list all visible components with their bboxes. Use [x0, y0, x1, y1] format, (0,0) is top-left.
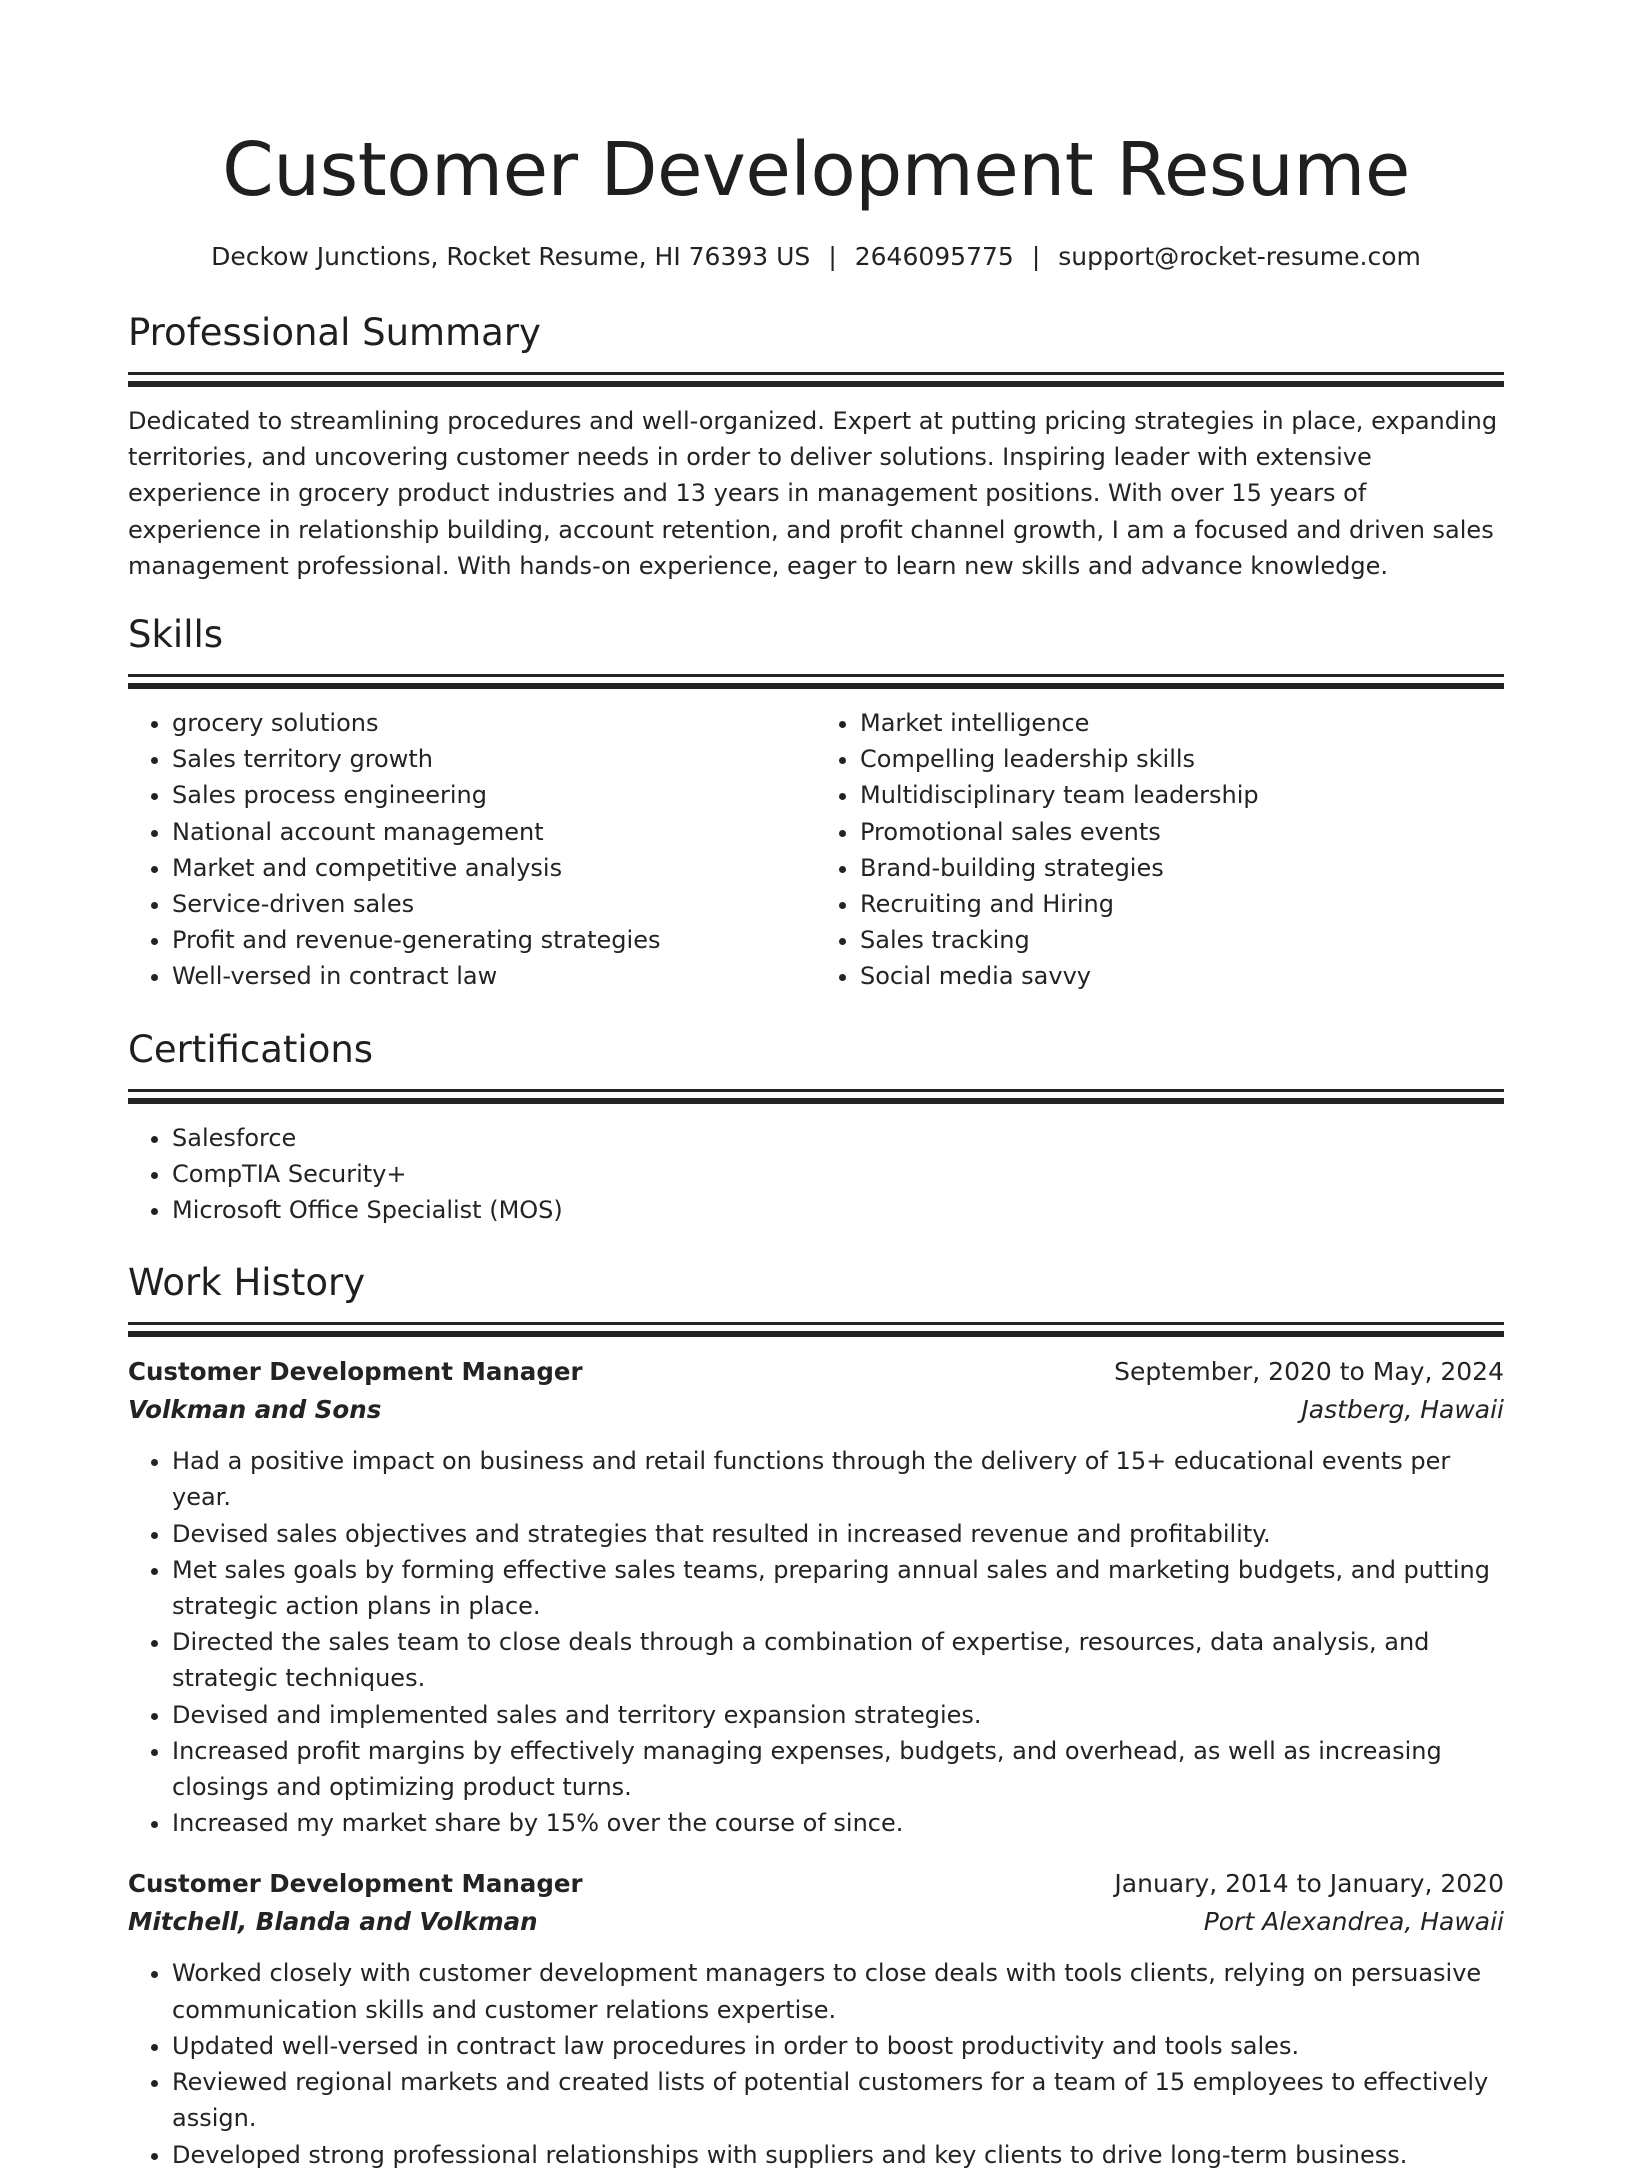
list-item: • Multidisciplinary team leadership	[860, 777, 1504, 813]
skills-column-right	[816, 705, 1504, 995]
skills-columns	[128, 705, 1504, 995]
list-item: • Market and competitive analysis	[172, 850, 816, 886]
list-item: • Worked closely with customer development managers to close deals with tools clients, relying on persuasive communication skills and customer relations expertise.	[172, 1955, 1504, 2027]
section-rule-thick	[128, 381, 1504, 387]
list-item: • Devised and implemented sales and territory expansion strategies.	[172, 1697, 1504, 1733]
job-title: Customer Development Manager	[128, 1869, 583, 1899]
job-subheader-row	[128, 1903, 1504, 1941]
contact-separator: |	[1031, 242, 1041, 271]
skills-column-left	[128, 705, 816, 995]
list-item: • Compelling leadership skills	[860, 741, 1504, 777]
list-item: • Increased profit margins by effectively managing expenses, budgets, and overhead, as well as increasing closings and optimizing product turns.	[172, 1733, 1504, 1805]
section-rule	[128, 372, 1504, 375]
job-bullet-list	[128, 1443, 1504, 1841]
certifications-list	[128, 1120, 1504, 1229]
job-location: Jastberg, Hawaii	[1301, 1395, 1504, 1425]
list-item: • Salesforce	[172, 1120, 1504, 1156]
list-item: • Sales territory growth	[172, 741, 816, 777]
list-item: • Developed strong professional relationships with suppliers and key clients to drive long-term business.	[172, 2137, 1504, 2173]
job-company: Mitchell, Blanda and Volkman	[128, 1907, 538, 1937]
list-item: • Social media savvy	[860, 958, 1504, 994]
job-dates: January, 2014 to January, 2020	[1114, 1869, 1504, 1899]
section-rule-thick	[128, 1098, 1504, 1104]
list-item: • Increased my market share by 15% over the course of since.	[172, 1805, 1504, 1841]
job-title: Customer Development Manager	[128, 1357, 583, 1387]
work-history-section	[128, 1258, 1504, 2172]
section-heading-summary: Professional Summary	[128, 311, 541, 354]
contact-separator: |	[828, 242, 837, 271]
list-item: • Market intelligence	[860, 705, 1504, 741]
job-company: Volkman and Sons	[128, 1395, 382, 1425]
section-heading-skills: Skills	[128, 613, 224, 657]
list-item: • Recruiting and Hiring	[860, 886, 1504, 922]
section-heading-certifications: Certifications	[128, 1027, 374, 1071]
section-rule	[128, 674, 1504, 677]
skills-list-right	[816, 705, 1504, 995]
list-item: • Directed the sales team to close deals through a combination of expertise, resources, data analysis, and strategic techniques.	[172, 1624, 1504, 1696]
certifications-section	[128, 1025, 1504, 1229]
contact-address: Deckow Junctions, Rocket Resume, HI 76393 US	[211, 242, 811, 271]
section-rule-thick	[128, 683, 1504, 689]
list-item: • Profit and revenue-generating strategies	[172, 922, 816, 958]
list-item: • Reviewed regional markets and created lists of potential customers for a team of 15 employees to effectively assign.	[172, 2064, 1504, 2136]
list-item: • Well-versed in contract law	[172, 958, 816, 994]
skills-section	[128, 610, 1504, 995]
section-heading-work-history: Work History	[128, 1261, 366, 1305]
contact-phone: 2646095775	[854, 242, 1014, 271]
section-rule-thick	[128, 1331, 1504, 1337]
list-item: • Service-driven sales	[172, 886, 816, 922]
list-item: • Brand-building strategies	[860, 850, 1504, 886]
job-dates: September, 2020 to May, 2024	[1114, 1357, 1504, 1387]
contact-email[interactable]: support@rocket-resume.com	[1058, 242, 1421, 271]
list-item: • National account management	[172, 814, 816, 850]
list-item: • Microsoft Office Specialist (MOS)	[172, 1192, 1504, 1228]
skills-list-left	[128, 705, 816, 995]
job-subheader-row	[128, 1391, 1504, 1429]
job-entry	[128, 1353, 1504, 1841]
job-header-row	[128, 1353, 1504, 1391]
resume-title: Customer Development Resume	[222, 127, 1410, 213]
list-item: • Promotional sales events	[860, 814, 1504, 850]
list-item: • grocery solutions	[172, 705, 816, 741]
list-item: • Met sales goals by forming effective sales teams, preparing annual sales and marketing budgets, and putting strategic action plans in place.	[172, 1552, 1504, 1624]
job-header-row	[128, 1865, 1504, 1903]
list-item: • Had a positive impact on business and retail functions through the delivery of 15+ educational events per year.	[172, 1443, 1504, 1515]
list-item: • Sales tracking	[860, 922, 1504, 958]
job-entry	[128, 1865, 1504, 2172]
job-location: Port Alexandrea, Hawaii	[1203, 1907, 1504, 1937]
section-rule	[128, 1089, 1504, 1092]
list-item: • Devised sales objectives and strategies that resulted in increased revenue and profitability.	[172, 1516, 1504, 1552]
section-rule	[128, 1322, 1504, 1325]
list-item: • Sales process engineering	[172, 777, 816, 813]
list-item: • CompTIA Security+	[172, 1156, 1504, 1192]
list-item: • Updated well-versed in contract law procedures in order to boost productivity and tools sales.	[172, 2028, 1504, 2064]
jobs-list	[128, 1353, 1504, 2172]
summary-text: Dedicated to streamlining procedures and well-organized. Expert at putting pricing strategies in place, expanding territories, and uncovering customer needs in order to deliver solutions. Inspiring leader with extensive experience in grocery product industries and 13 years in management positions. With over 15 years of experience in relationship building, account retention, and profit channel growth, I am a focused and driven sales management professional. With hands-on experience, eager to learn new skills and advance knowledge.	[128, 407, 1498, 580]
summary-section	[128, 308, 1504, 584]
job-bullet-list	[128, 1955, 1504, 2172]
contact-line	[128, 240, 1504, 274]
